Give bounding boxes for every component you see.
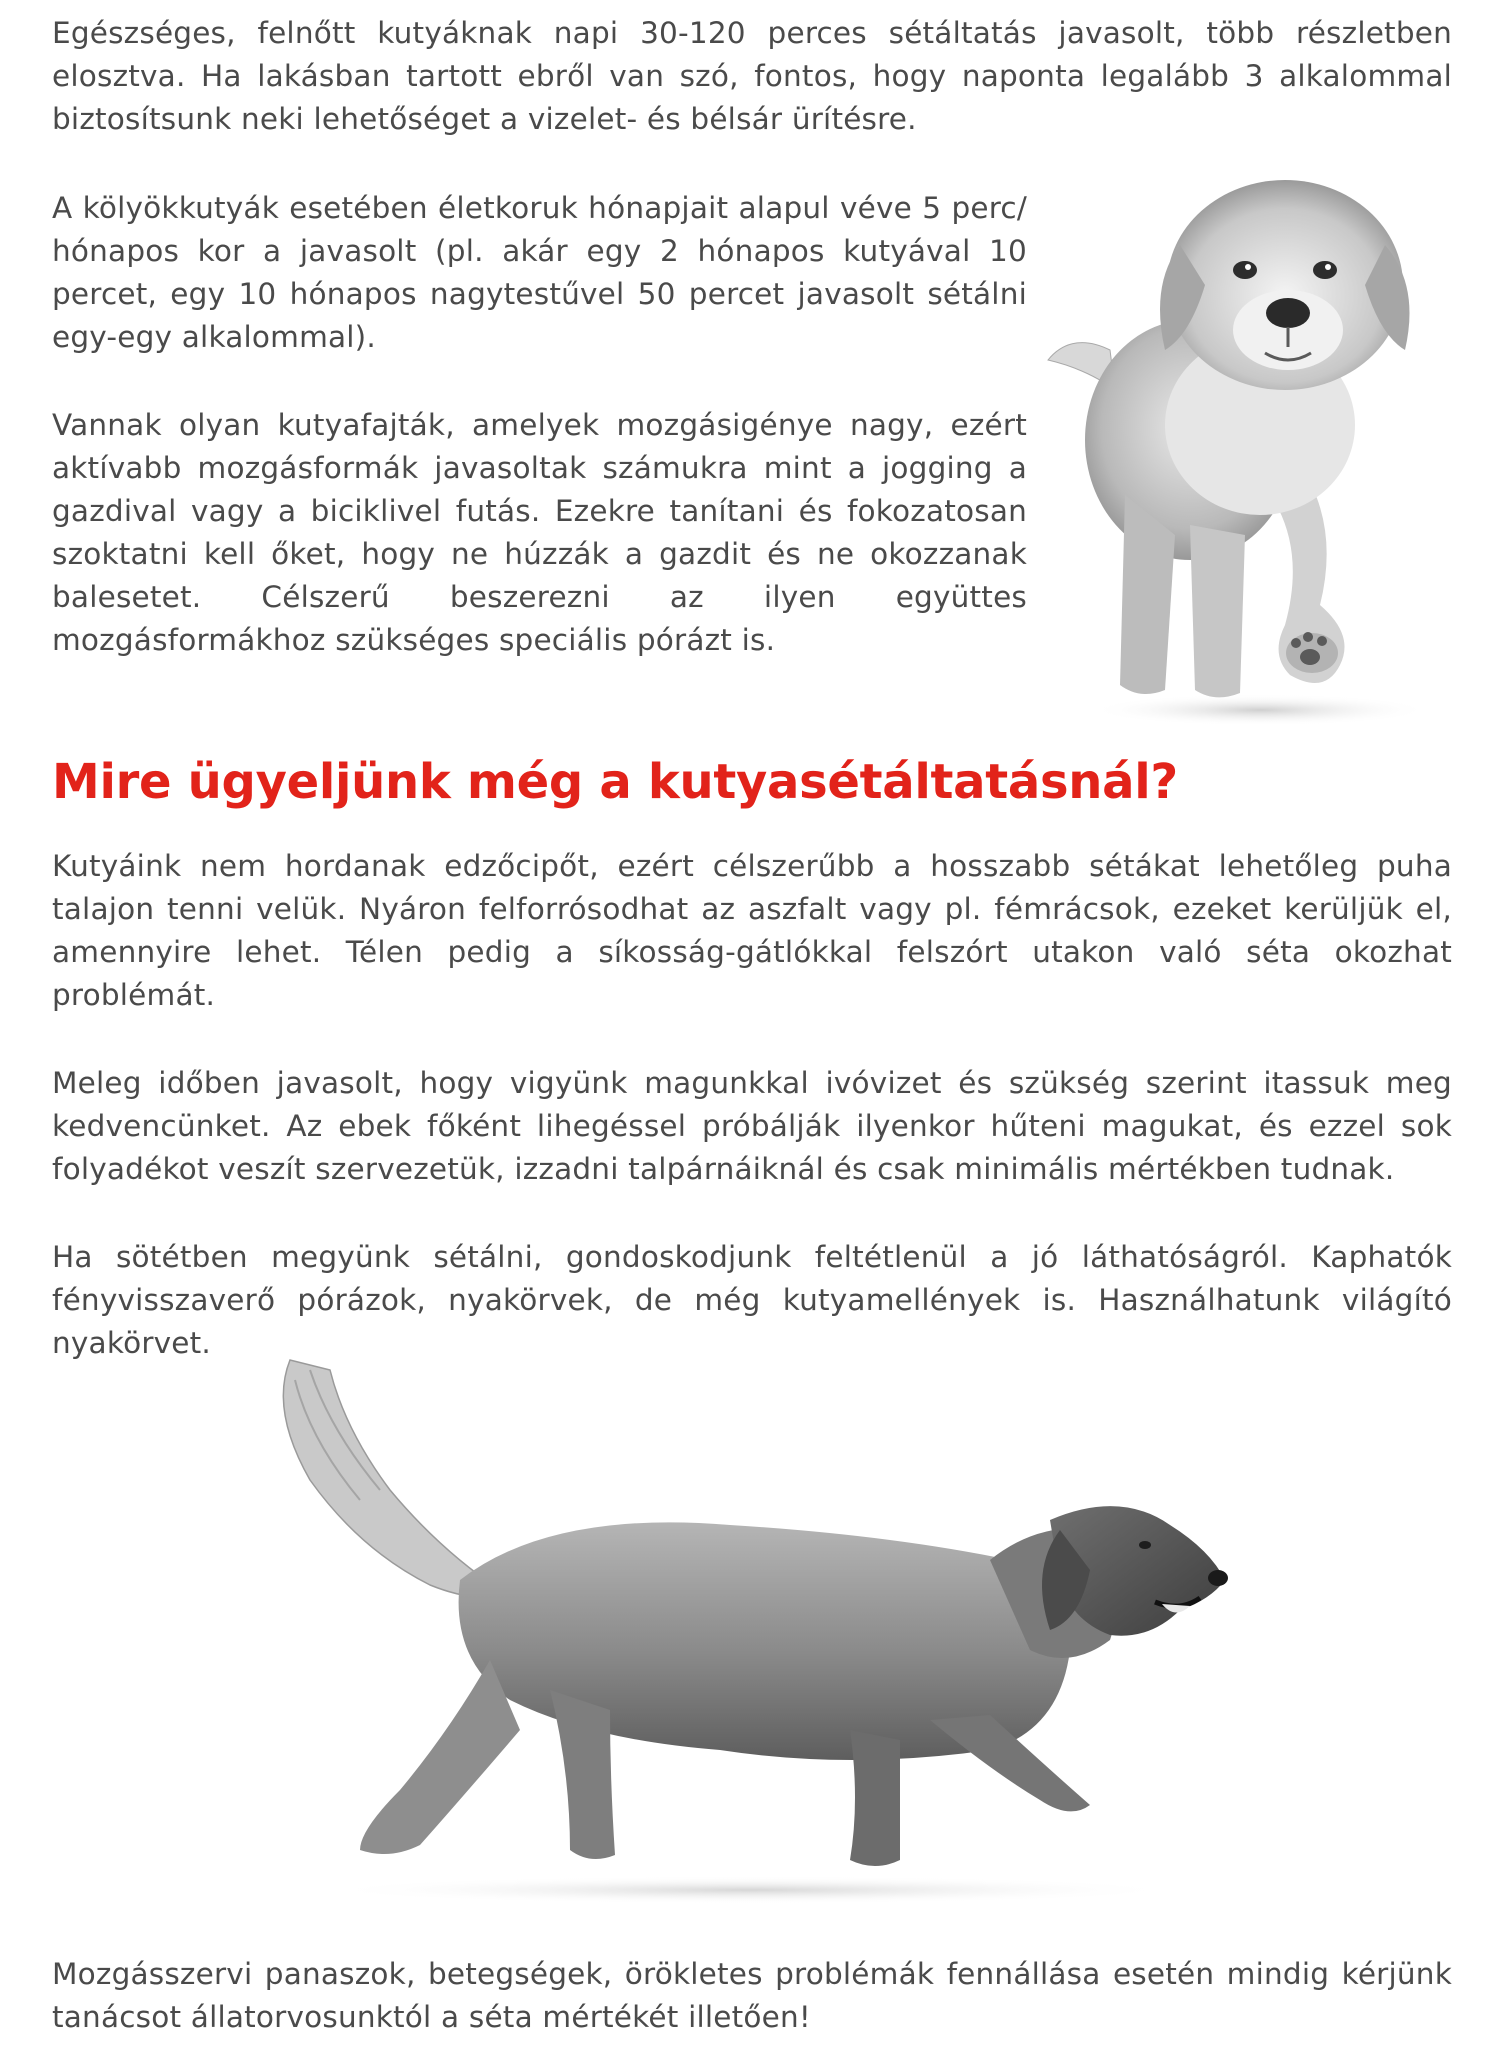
section-heading: Mire ügyeljünk még a kutyasétáltatásnál? (52, 754, 1178, 810)
puppy-photo (1040, 175, 1460, 730)
intro-paragraph-3: Vannak olyan kutyafajták, amelyek mozgásigénye nagy, ezért aktívabb mozgásformák javasoltak számukra mint a jogging a gazdival vagy a biciklivel futás. Ezekre tanítani és fokozatosan szoktatni kell őket, hogy ne húzzák a gazdit és ne okozzanak balesetet. Célszerű beszerezni az ilyen együttes mozgásformákhoz szükséges speciális pórázt is. (52, 408, 1027, 657)
section-paragraph-3: Ha sötétben megyünk sétálni, gondoskodjunk feltétlenül a jó láthatóságról. Kaphatók fényvisszaverő pórázok, nyakörvek, de még kutyamellények is. Használhatunk világító nyakörvet. (52, 1240, 1452, 1360)
section-paragraph-2: Meleg időben javasolt, hogy vigyünk magunkkal ivóvizet és szükség szerint itassuk meg kedvencünket. Az ebek főként lihegéssel próbálják ilyenkor hűteni magukat, és ezzel sok folyadékot veszít szervezetük, izzadni talpárnáiknál és csak minimális mértékben tudnak. (52, 1066, 1452, 1186)
section-paragraph-1: Kutyáink nem hordanak edzőcipőt, ezért célszerűbb a hosszabb sétákat lehetőleg puha talajon tenni velük. Nyáron felforrósodhat az aszfalt vagy pl. fémrácsok, ezeket kerüljük el, amennyire lehet. Télen pedig a síkosság-gátlókkal felszórt utakon való séta okozhat problémát. (52, 849, 1452, 1012)
intro-paragraph-1: Egészséges, felnőtt kutyáknak napi 30-120 perces sétáltatás javasolt, több részletben elosztva. Ha lakásban tartott ebről van szó, fontos, hogy naponta legalább 3 alkalommal biztosítsunk neki lehetőséget a vizelet- és bélsár ürítésre. (52, 16, 1452, 136)
section-paragraph-4: Mozgásszervi panaszok, betegségek, örökletes problémák fennállása esetén mindig kérjünk tanácsot állatorvosunktól a séta mértékét illetően! (52, 1957, 1452, 2034)
walking-dog-photo (250, 1350, 1240, 1910)
intro-paragraph-2: A kölyökkutyák esetében életkoruk hónapjait alapul véve 5 perc/ hónapos kor a javasolt (pl. akár egy 2 hónapos kutyával 10 percet, egy 10 hónapos nagytestűvel 50 percet javasolt sétálni egy-egy alkalommal). (52, 191, 1027, 354)
